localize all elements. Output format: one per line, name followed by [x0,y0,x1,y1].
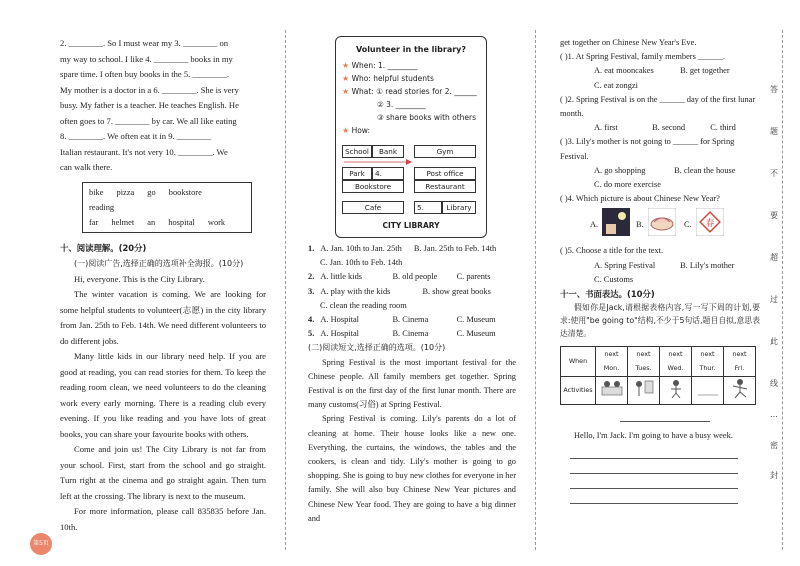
question-1: ( )1. At Spring Festival, family members ______. [560,52,726,62]
column-divider [285,30,286,550]
poster-title: Volunteer in the library? [355,45,467,54]
section-heading: 十、阅读理解。(20分) [60,242,147,253]
option: B. Lily's mother [680,260,735,270]
option-label: B. [636,220,644,230]
binding-char: 题 [770,127,778,136]
question-2: ( )2. Spring Festival is on the ______ day of the first lunar month. [560,94,756,119]
day-label: Fri. [734,364,745,373]
next-label: next [732,350,747,359]
star-icon: ★ [342,87,350,96]
route-map [342,145,478,217]
word: helmet [111,217,135,227]
binding-char: 答 [770,85,778,94]
binding-char: 密 [770,441,778,450]
section-heading: 十一、书面表达。(10分) [560,289,655,300]
map-restaurant: Restaurant [414,180,476,193]
binding-char: 封 [770,471,778,480]
essay-first-line: Hello, I'm Jack. I'm going to have a busy week. [574,430,733,440]
binding-char: 要 [770,211,778,220]
map-cafe: Cafe [342,201,404,214]
option: A. Hospital [320,329,359,339]
column-divider [535,30,536,550]
moon-night-picture-icon [602,208,630,236]
option: C. do more exercise [594,180,661,190]
question-number: 4. [308,315,315,325]
option: C. Jan. 10th to Feb. 14th [320,258,403,268]
playing-activity-icon [663,377,689,399]
option: B. second [652,123,686,133]
swimming-activity-icon [631,377,657,399]
writing-line[interactable] [570,459,738,474]
next-label: next [636,350,651,359]
fu-character: 春 [705,219,715,230]
option: B. Cinema [392,315,429,325]
map-post-office: Post office [414,167,476,180]
title-line[interactable] [620,413,710,422]
right-column [560,36,760,504]
writing-line[interactable] [570,474,738,489]
option: B. Jan. 25th to Feb. 14th [413,244,497,253]
option: B. old people [392,272,438,282]
poster-what: What: ① read stories for 2. ______ [351,87,477,96]
option: A. Jan. 10th to Jan. 25th [320,244,402,253]
word: an [147,217,156,227]
option: C. clean the reading room [320,300,407,310]
word: bike [89,187,104,197]
question-3: ( )3. Lily's mother is not going to ______ for Spring Festival. [560,137,735,161]
binding-char: 此 [770,337,778,346]
passage-paragraph: The winter vacation is coming. We are looking for some helpful students to volunteer(志愿) in the city library from Jan. 25th to Feb. 14th. We need different volunteers to do different jobs. [60,289,266,346]
passage-paragraph: For more information, please call 835835 before Jan. 10th. [60,506,266,532]
binding-char: 不 [770,169,778,178]
word: go [147,187,156,197]
next-label: next [668,350,683,359]
next-label: next [700,350,715,359]
fu-character-picture-icon [696,208,724,236]
poster-footer: CITY LIBRARY [382,220,440,230]
blank-activity-icon [695,377,721,399]
question-4: ( )4. Which picture is about Chinese New Year? [560,194,720,204]
question-3-options [560,164,760,178]
word: bookstore [168,187,202,197]
map-blank-5: 5. [414,201,442,214]
day-label: Tues. [635,364,652,373]
writing-line[interactable] [570,444,738,459]
word-bank [82,182,252,233]
option: A. play with the kids [320,286,391,296]
question-1-options [560,64,760,78]
cloze-line: Italian restaurant. It's not very 10. ________. We [60,146,228,157]
writing-prompt: 假如你是Jack,请根据表格内容,写一写下周的计划,要求:使用"be going to"结构,不少于5句话,题目自拟,意思表达清楚。 [560,303,760,339]
map-gym: Gym [414,145,476,158]
option-label: A. [590,220,599,230]
option: C. Customs [594,274,634,284]
option: C. Museum [456,329,496,339]
word: work [207,217,226,227]
question-number: 2. [308,272,315,282]
day-label: Mon. [603,364,620,373]
poster-what-2: ② 3. ________ [377,100,426,109]
poster-when: When: 1. ________ [351,61,418,70]
question-3 [308,285,516,299]
question-4 [308,313,516,327]
option: A. first [594,123,618,133]
word: far [89,217,99,227]
map-park: Park [342,167,372,180]
passage-paragraph: Spring Festival is the most important festival for the Chinese people. All family members get together. Spring Festival is on the first day of the first lunar month. There are many customs(习俗) at Spring Festival. [308,357,516,410]
question-5-options [560,259,760,273]
passage-paragraph: Many little kids in our library need help. If you are good at reading, you can read stories for them. To keep the reading room clean, we need volunteers to do the cleaning work every early morning. There is a reading club every evening. If you like reading and you have lots of great books, you can share your favourite books with others. [60,351,266,439]
passage-paragraph: Come and join us! The City Library is not far from your school. First, start from the school and go straight. Turn right at the cinema and go straight again. Then turn left at the crossing. The library is next to the museum. [60,444,266,501]
table-header-activities: Activities [561,376,596,404]
poster-who: Who: helpful students [351,74,434,83]
question-5 [308,327,516,341]
option-label: C. [684,220,692,230]
option: B. show great books [422,286,491,296]
next-label: next [604,350,619,359]
middle-column [308,36,516,526]
star-icon: ★ [342,74,350,83]
map-library: Library [442,201,476,214]
dancing-activity-icon [727,377,753,399]
passage-paragraph: Spring Festival is coming. Lily's parents do a lot of cleaning at home. Their house looks like a new one. Everything, the curtains, the windows, the tables and the cookers, is clean and tidy. Lily's mother is going to go shopping. She is going to buy new clothes for everyone in her family. She will also buy Chinese New Year pictures and Chinese New Year food. They are going to have a big dinner and [308,414,516,523]
binding-char: … [770,410,778,419]
writing-line[interactable] [570,489,738,504]
star-icon: ★ [342,61,350,70]
schedule-table [560,346,756,405]
option: B. clean the house [674,165,736,175]
option: A. go shopping [594,165,646,175]
cloze-line: often goes to 7. ________ by car. We all like eating [60,115,237,126]
word: pizza [116,187,135,197]
question-number: 1. [308,244,315,253]
cloze-line: My mother is a doctor in a 6. ________. She is very [60,84,239,95]
day-label: Thur. [699,364,716,373]
part-heading: (二)阅读短文,选择正确的选项。(10分) [308,343,446,353]
map-bank: Bank [372,145,404,158]
route-arrow-icon [342,159,412,165]
cloze-line: 8. ________. We often eat it in 9. ________ [60,131,212,141]
option: A. Spring Festival [594,260,656,270]
cloze-line: spare time. I often buy books in the 5. ________. [60,69,229,79]
question-1 [308,242,516,256]
cloze-line: busy. My father is a teacher. He teaches English. He [60,100,239,110]
passage-continuation: get together on Chinese New Year's Eve. [560,38,697,47]
map-school: School [342,145,372,158]
map-bookstore: Bookstore [342,180,404,193]
cloze-line: 2. ________. So I must wear my 3. ________ on [60,38,229,48]
dumplings-picture-icon [648,208,676,236]
cloze-line: my way to school. I like 4. ________ books in my [60,53,233,64]
map-blank-4: 4. [372,167,404,180]
word: reading [89,202,115,212]
passage-paragraph: Hi, everyone. This is the City Library. [74,273,205,284]
word: hospital [168,217,195,227]
option: A. Hospital [320,315,359,325]
binding-char: 过 [770,295,778,304]
part-heading: (一)阅读广告,选择正确的选项补全海报。(10分) [74,259,244,268]
option: A. eat mooncakes [594,66,654,76]
option: B. Cinema [392,329,429,339]
table-header-when: When [561,347,596,376]
question-5: ( )5. Choose a title for the text. [560,246,664,256]
poster-how: How: [351,126,371,135]
reading-activity-icon [599,377,625,399]
volunteer-poster [335,36,487,238]
option: C. eat zongzi [594,80,638,90]
question-2 [308,270,516,284]
day-label: Wed. [667,364,684,373]
binding-line [782,30,783,550]
option: B. get together [680,66,730,76]
binding-char: 线 [770,379,778,388]
option: C. parents [456,272,491,282]
cloze-line: can walk there. [60,162,113,172]
option: A. little kids [320,272,363,282]
question-4-pictures [560,206,760,244]
option: C. Museum [456,315,496,325]
poster-what-3: ③ share books with others [377,113,477,122]
question-2-options [560,121,760,135]
option: C. third [710,123,736,133]
page-number-badge: 第5页 [30,533,52,555]
star-icon: ★ [342,126,350,135]
left-column [60,36,266,535]
binding-char: 超 [770,253,778,262]
question-number: 5. [308,329,315,339]
question-number: 3. [308,286,315,296]
essay-start [560,428,760,444]
